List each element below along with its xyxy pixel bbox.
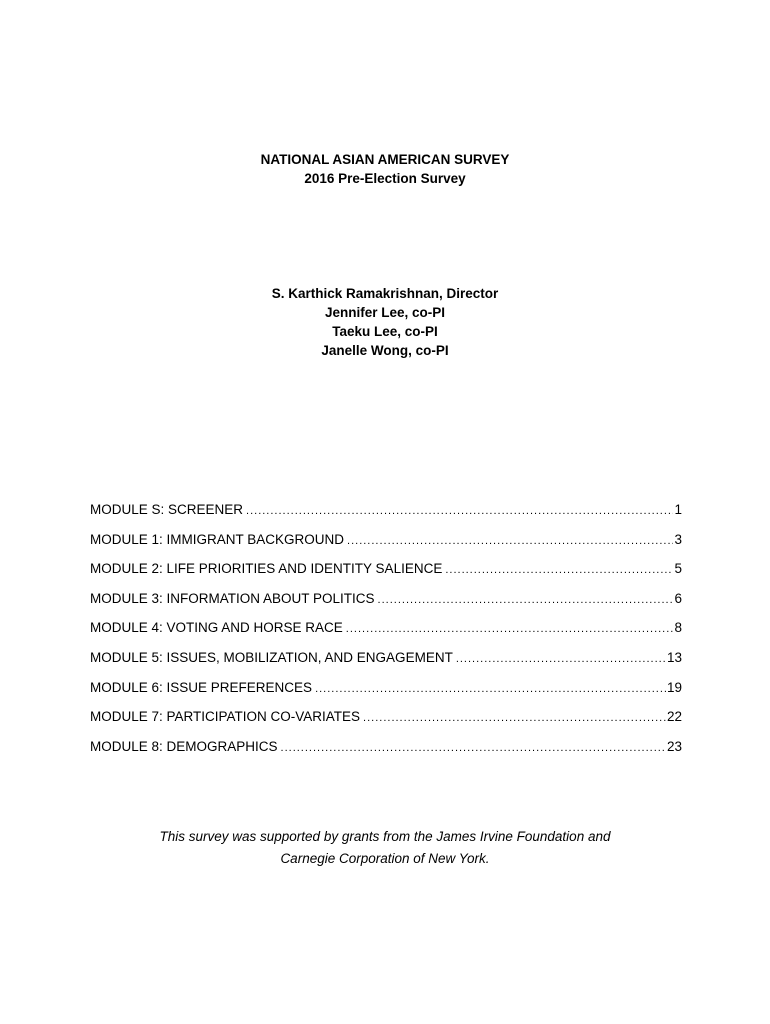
toc-leader-dots bbox=[378, 590, 674, 610]
toc-entry-page: 22 bbox=[666, 709, 682, 725]
toc-entry-page: 1 bbox=[674, 502, 682, 517]
toc-entry-label: MODULE 5: ISSUES, MOBILIZATION, AND ENGAGEMENT bbox=[90, 649, 453, 665]
toc-entry[interactable] bbox=[90, 737, 682, 767]
toc-entry-label: MODULE S: SCREENER bbox=[90, 502, 244, 517]
toc-entry-page: 3 bbox=[674, 531, 682, 547]
toc-entry-page: 6 bbox=[674, 590, 682, 606]
toc-entry-page: 19 bbox=[666, 679, 682, 695]
toc-entry[interactable] bbox=[90, 618, 682, 648]
funding-line: This survey was supported by grants from the James Irvine Foundation and bbox=[159, 829, 611, 844]
document-subtitle: 2016 Pre-Election Survey bbox=[304, 171, 466, 186]
toc-entry-page: 13 bbox=[666, 649, 682, 665]
toc-entry[interactable] bbox=[90, 500, 682, 530]
author-line: Janelle Wong, co-PI bbox=[321, 343, 449, 358]
toc-leader-dots bbox=[315, 679, 666, 699]
toc-leader-dots bbox=[445, 560, 673, 580]
funding-acknowledgement bbox=[0, 826, 770, 870]
author-line: Jennifer Lee, co-PI bbox=[324, 305, 446, 320]
toc-entry-label: MODULE 1: IMMIGRANT BACKGROUND bbox=[90, 531, 345, 547]
toc-entry-label: MODULE 3: INFORMATION ABOUT POLITICS bbox=[90, 590, 375, 606]
toc-entry[interactable] bbox=[90, 707, 682, 737]
toc-entry-label: MODULE 4: VOTING AND HORSE RACE bbox=[90, 620, 343, 636]
toc-leader-dots bbox=[456, 649, 666, 669]
table-of-contents bbox=[90, 500, 682, 766]
toc-entry[interactable] bbox=[90, 678, 682, 708]
toc-entry-page: 5 bbox=[674, 561, 682, 577]
toc-leader-dots bbox=[346, 619, 674, 639]
authors-block bbox=[0, 284, 770, 360]
toc-entry-page: 23 bbox=[666, 738, 682, 754]
funding-line: Carnegie Corporation of New York. bbox=[280, 851, 490, 866]
document-title: NATIONAL ASIAN AMERICAN SURVEY bbox=[260, 152, 510, 167]
toc-leader-dots bbox=[281, 738, 666, 758]
toc-entry[interactable] bbox=[90, 589, 682, 619]
title-block bbox=[0, 150, 770, 188]
toc-entry[interactable] bbox=[90, 530, 682, 560]
toc-entry-page: 8 bbox=[674, 620, 682, 636]
toc-leader-dots bbox=[363, 708, 666, 728]
toc-entry-label: MODULE 6: ISSUE PREFERENCES bbox=[90, 679, 313, 695]
toc-entry[interactable] bbox=[90, 559, 682, 589]
toc-entry-label: MODULE 7: PARTICIPATION CO-VARIATES bbox=[90, 709, 361, 725]
author-line: Taeku Lee, co-PI bbox=[332, 324, 438, 339]
toc-entry-label: MODULE 8: DEMOGRAPHICS bbox=[90, 738, 278, 754]
toc-entry[interactable] bbox=[90, 648, 682, 678]
toc-entry-label: MODULE 2: LIFE PRIORITIES AND IDENTITY SALIENCE bbox=[90, 561, 443, 577]
author-line: S. Karthick Ramakrishnan, Director bbox=[271, 286, 499, 301]
toc-leader-dots bbox=[347, 531, 673, 551]
toc-leader-dots bbox=[246, 501, 673, 521]
